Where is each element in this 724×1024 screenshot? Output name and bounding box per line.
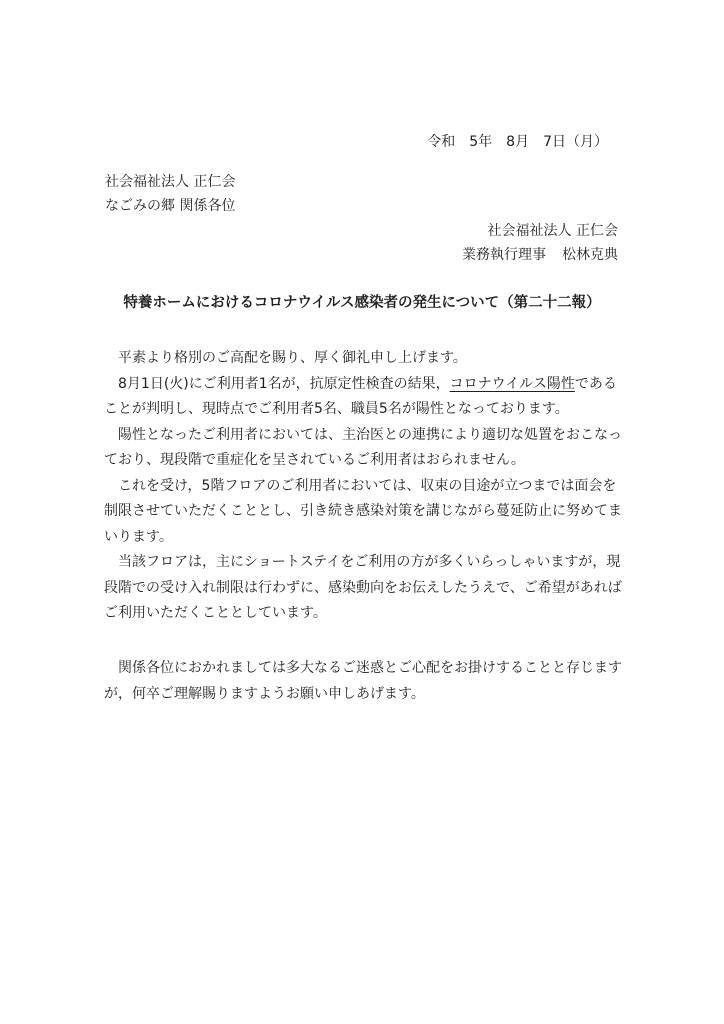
- sender-signature: [462, 245, 618, 265]
- sender-organization: 社会福祉法人 正仁会: [487, 223, 618, 239]
- paragraph-closing: 関係各位におかれましては多大なるご迷惑とご心配をお掛けすることと存じますが，何卒ご理解賜りますようお願い申しあげます。: [104, 660, 622, 702]
- paragraph-outbreak-lead: 8月1日(火)にご利用者1名が，抗原定性検査の結果，: [118, 375, 450, 392]
- paragraph-floor-admission: 当該フロアは，主にショートステイをご利用の方が多くいらっしゃいますが，現段階での受け入れ制限は行わずに、感染動向をお伝えしたうえで、ご希望があればご利用いただくこととしています。: [104, 554, 622, 621]
- positive-result-underlined: コロナウイルス陽性: [449, 375, 575, 392]
- addressee-recipients: なごみの郷 関係各位: [105, 198, 236, 214]
- paragraph-greeting: 平素より格別のご高配を賜り、厚く御礼申し上げます。: [118, 350, 467, 366]
- paragraph-outbreak-rest: であることが判明し、現時点でご利用者5名、職員5名が陽性となっております。: [104, 375, 617, 417]
- paragraph-visit-restriction: これを受け，5階フロアのご利用者においては、収束の目途が立つまでは面会を制限させていただくこととし、引き続き感染対策を講じながら蔓延防止に努めてまいります。: [104, 477, 622, 545]
- document-date: 令和 5年 8月 7日（月）: [427, 134, 608, 150]
- document-title: 特養ホームにおけるコロナウイルス感染者の発生について（第二十二報）: [123, 295, 601, 311]
- addressee-organization: 社会福祉法人 正仁会: [105, 174, 236, 190]
- document-body: [104, 346, 624, 627]
- sender-name: 松林克典: [562, 247, 618, 263]
- paragraph-outbreak-report: [104, 372, 624, 423]
- paragraph-patient-status: 陽性となったご利用者においては、主治医との連携により適切な処置をおこなっており、現段階で重症化を呈されているご利用者はおられません。: [104, 426, 622, 468]
- sender-title: 業務執行理事: [462, 247, 546, 263]
- closing-block: [104, 656, 624, 707]
